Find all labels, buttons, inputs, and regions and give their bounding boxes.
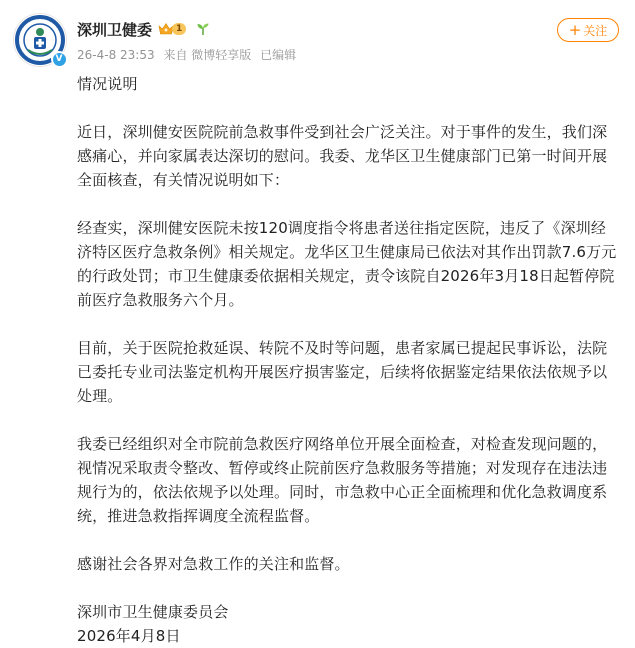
vip-level: 1	[172, 23, 186, 35]
edited-label[interactable]: 已编辑	[260, 48, 297, 62]
post-meta	[77, 46, 301, 63]
paragraph-1: 近日，深圳健安医院院前急救事件受到社会广泛关注。对于事件的发生，我们深感痛心，并向家属表达深切的慰问。我委、龙华区卫生健康部门已第一时间开展全面核查，有关情况说明如下：	[77, 123, 608, 189]
signature: 深圳市卫生健康委员会	[77, 603, 229, 621]
post-title: 情况说明	[77, 75, 138, 93]
paragraph-3: 目前，关于医院抢救延误、转院不及时等问题，患者家属已提起民事诉讼，法院已委托专业司法鉴定机构开展医疗损害鉴定，后续将依据鉴定结果依法依规予以处理。	[77, 339, 608, 405]
post-timestamp[interactable]: 26-4-8 23:53	[77, 48, 155, 62]
avatar[interactable]	[13, 13, 69, 69]
author-row	[77, 18, 210, 40]
paragraph-2: 经查实，深圳健安医院未按120调度指令将患者送往指定医院，违反了《深圳经济特区医疗急救条例》相关规定。龙华区卫生健康局已依法对其作出罚款7.6万元的行政处罚；市卫生健康委依据相关规定，责令该院自2026年3月18日起暂停院前医疗急救服务六个月。	[77, 219, 617, 309]
follow-button[interactable]	[557, 18, 619, 42]
username[interactable]: 深圳卫健委	[77, 20, 153, 39]
plus-icon: +	[568, 20, 582, 39]
paragraph-5: 感谢社会各界对急救工作的关注和监督。	[77, 555, 350, 573]
sprout-icon[interactable]	[196, 22, 210, 36]
post-source: 来自 微博轻享版	[163, 48, 252, 62]
post-body	[77, 72, 621, 648]
post-date: 2026年4月8日	[77, 627, 181, 645]
follow-label: 关注	[583, 23, 608, 38]
paragraph-4: 我委已经组织对全市院前急救医疗网络单位开展全面检查，对检查发现问题的，视情况采取责令整改、暂停或终止院前医疗急救服务等措施；对发现存在违法违规行为的，依法依规予以处理。同时，市急救中心正全面梳理和优化急救调度系统，推进急救指挥调度全流程监督。	[77, 435, 608, 525]
vip-badge[interactable]	[158, 22, 186, 36]
verified-icon: V	[51, 51, 67, 67]
post-header	[0, 0, 635, 70]
